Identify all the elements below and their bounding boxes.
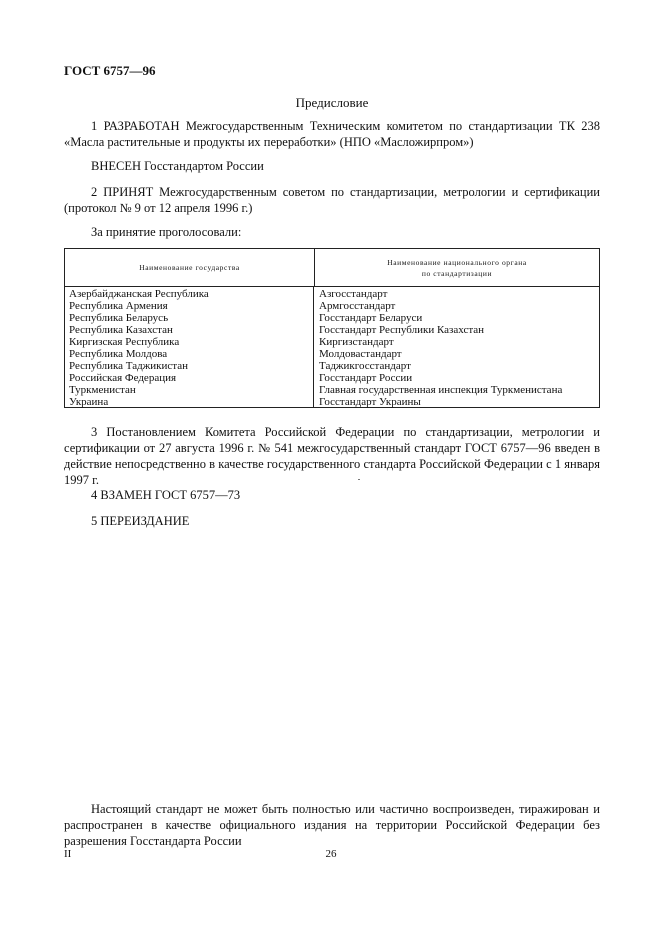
table-body <box>65 287 599 408</box>
voting-table <box>64 248 600 408</box>
table-cell-state: Российская Федерация <box>69 372 177 384</box>
table-cell-body: Госстандарт России <box>319 372 413 384</box>
state-column <box>65 287 314 408</box>
table-header <box>65 249 599 287</box>
paragraph-voted-for: За принятие проголосовали: <box>91 225 242 239</box>
table-cell-state: Республика Молдова <box>69 348 168 360</box>
table-cell-body: Госстандарт Украины <box>319 396 421 408</box>
table-cell-body: Госстандарт Республики Казахстан <box>319 324 485 336</box>
table-cell-state: Республика Таджикистан <box>69 360 188 372</box>
table-cell-state: Украина <box>69 396 109 408</box>
table-cell-body: Азгосстандарт <box>319 288 388 300</box>
table-cell-state: Республика Беларусь <box>69 312 169 324</box>
table-cell-state: Республика Казахстан <box>69 324 173 336</box>
footer-roman-page: II <box>64 848 72 860</box>
table-cell-body: Госстандарт Беларуси <box>319 312 423 324</box>
scan-speck <box>358 479 360 480</box>
table-cell-state: Азербайджанская Республика <box>69 288 209 300</box>
copyright-notice: Настоящий стандарт не может быть полностью или частично воспроизведен, тиражирован и распространен в качестве официального издания на территории Российской Федерации без разрешения Госстандарта России <box>64 802 600 848</box>
body-column <box>314 287 599 408</box>
table-header-body-line2: по стандартизации <box>421 268 493 278</box>
paragraph-developed-by: 1 РАЗРАБОТАН Межгосударственным Техническим комитетом по стандартизации ТК 238 «Масла растительные и продукты их переработки» (НПО «Масложирпром») <box>64 119 600 149</box>
document-code: ГОСТ 6757—96 <box>64 63 156 78</box>
table-cell-body: Таджикгосстандарт <box>319 360 411 372</box>
table-cell-body: Молдовастандарт <box>319 348 402 360</box>
table-header-state: Наименование государства <box>65 249 315 286</box>
footer-page-number: 26 <box>325 848 337 860</box>
table-cell-body: Армгосстандарт <box>319 300 396 312</box>
paragraph-introduced-by: ВНЕСЕН Госстандартом России <box>91 159 264 173</box>
table-header-body <box>315 249 599 286</box>
table-cell-state: Туркменистан <box>69 384 136 396</box>
paragraph-replaces: 4 ВЗАМЕН ГОСТ 6757—73 <box>91 488 241 502</box>
paragraph-reissue: 5 ПЕРЕИЗДАНИЕ <box>91 514 190 528</box>
table-header-body-line1: Наименование национального органа <box>387 257 527 267</box>
paragraph-adopted-by: 2 ПРИНЯТ Межгосударственным советом по стандартизации, метрологии и сертификации (протокол № 9 от 12 апреля 1996 г.) <box>64 185 600 215</box>
table-cell-body: Главная государственная инспекция Туркменистана <box>319 384 563 396</box>
table-cell-state: Республика Армения <box>69 300 168 312</box>
paragraph-resolution: 3 Постановлением Комитета Российской Федерации по стандартизации, метрологии и сертификации от 27 августа 1996 г. № 541 межгосударственный стандарт ГОСТ 6757—96 введен в действие непосредственно в качестве государственного стандарта Российской Федерации с 1 января 1997 г. <box>64 425 600 487</box>
table-cell-state: Киргизская Республика <box>69 336 180 348</box>
section-title: Предисловие <box>295 95 369 110</box>
table-cell-body: Киргизстандарт <box>319 336 394 348</box>
